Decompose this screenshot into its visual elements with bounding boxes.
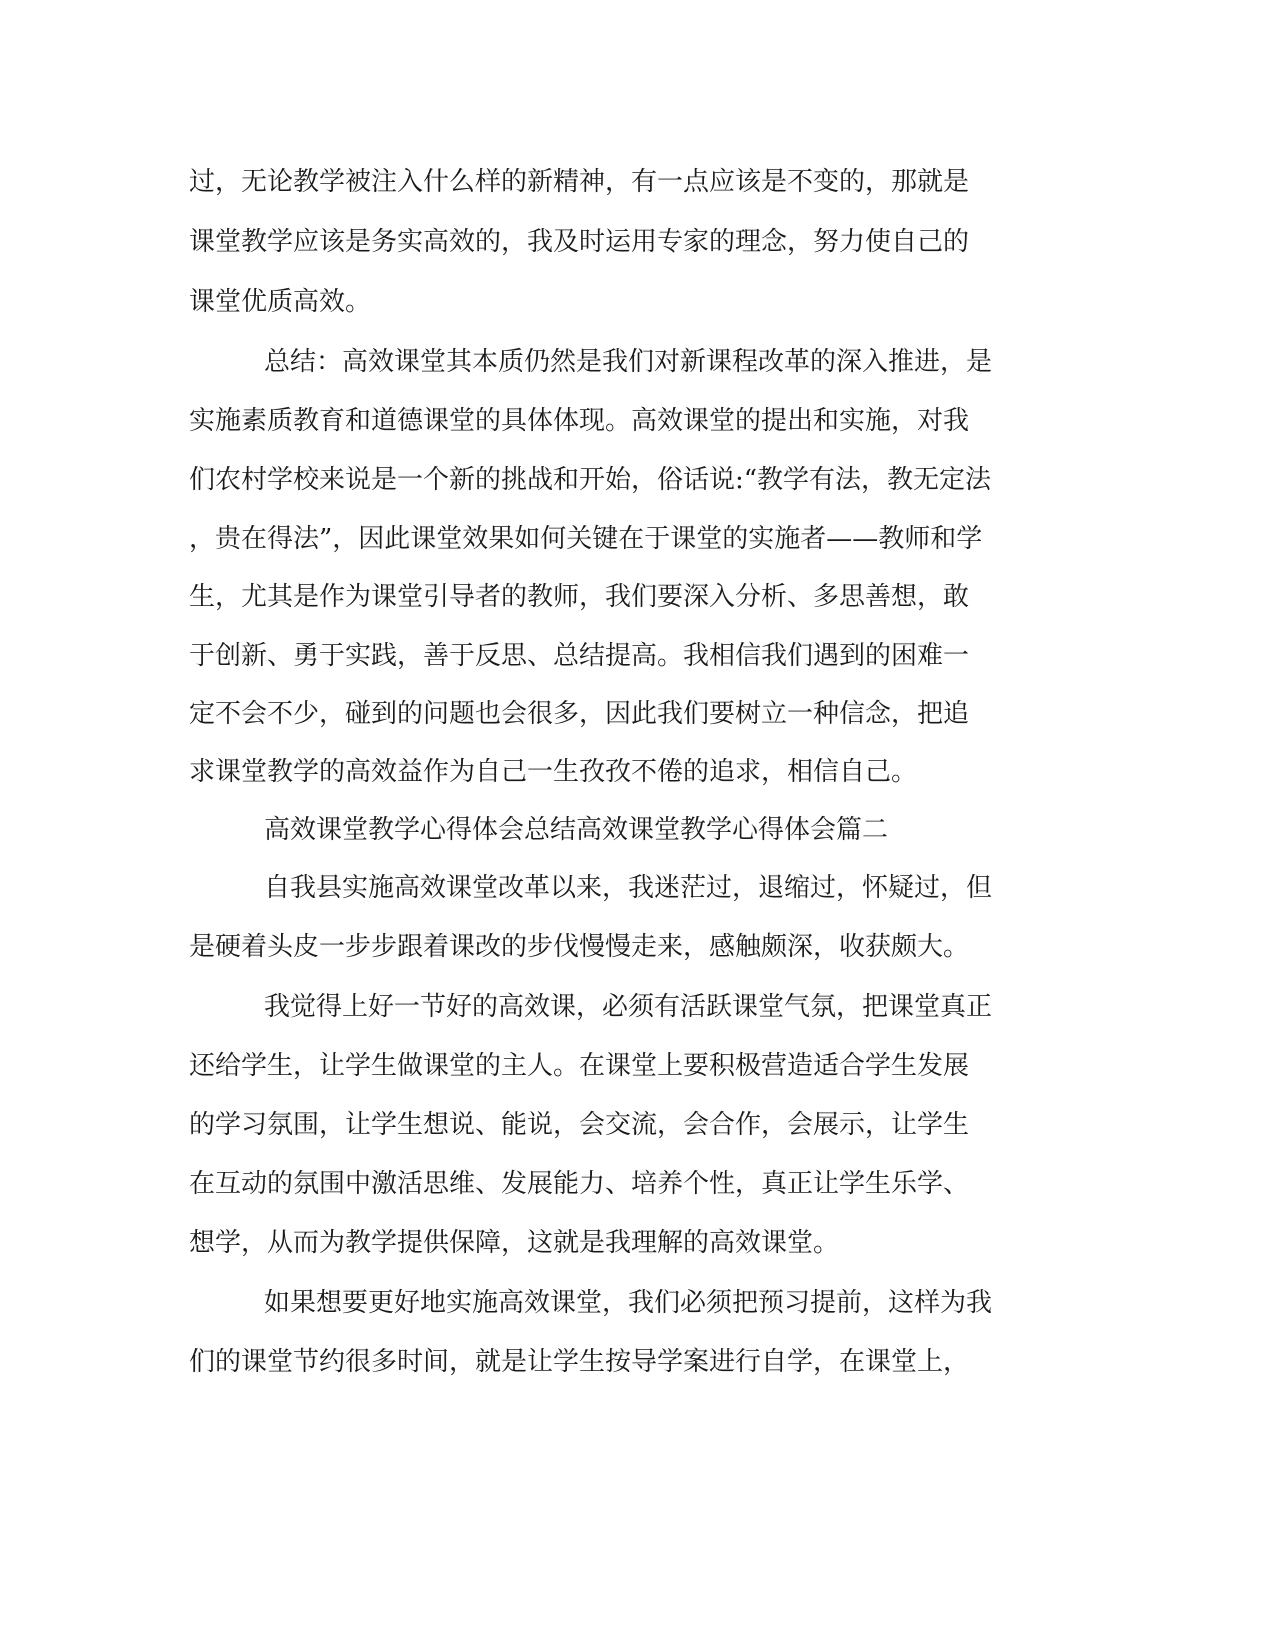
text-line: 是硬着头皮一步步跟着课改的步伐慢慢走来，感触颇深，收获颇大。 bbox=[189, 932, 970, 962]
text-line: 如果想要更好地实施高效课堂，我们必须把预习提前，这样为我 bbox=[264, 1288, 993, 1318]
text-line: 于创新、勇于实践，善于反思、总结提高。我相信我们遇到的困难一 bbox=[189, 641, 970, 671]
text-line: 们的课堂节约很多时间，就是让学生按导学案进行自学，在课堂上， bbox=[189, 1347, 970, 1377]
text-line: 还给学生，让学生做课堂的主人。在课堂上要积极营造适合学生发展 bbox=[189, 1051, 970, 1081]
text-line: ，贵在得法”，因此课堂效果如何关键在于课堂的实施者——教师和学 bbox=[189, 524, 983, 554]
text-line: 过，无论教学被注入什么样的新精神，有一点应该是不变的，那就是 bbox=[189, 167, 970, 197]
text-line: 课堂教学应该是务实高效的，我及时运用专家的理念，努力使自己的 bbox=[189, 227, 970, 257]
text-line: 我觉得上好一节好的高效课，必须有活跃课堂气氛，把课堂真正 bbox=[264, 992, 993, 1022]
text-line: 课堂优质高效。 bbox=[189, 287, 372, 317]
text-line: 求课堂教学的高效益作为自己一生孜孜不倦的追求，相信自己。 bbox=[189, 757, 918, 787]
text-line: 的学习氛围，让学生想说、能说，会交流，会合作，会展示，让学生 bbox=[189, 1110, 970, 1140]
text-line: 生，尤其是作为课堂引导者的教师，我们要深入分析、多思善想，敢 bbox=[189, 582, 970, 612]
text-line: 实施素质教育和道德课堂的具体体现。高效课堂的提出和实施，对我 bbox=[189, 406, 970, 436]
text-line: 自我县实施高效课堂改革以来，我迷茫过，退缩过，怀疑过，但 bbox=[264, 873, 993, 903]
text-line: 定不会不少，碰到的问题也会很多，因此我们要树立一种信念，把追 bbox=[189, 699, 970, 729]
text-line: 总结：高效课堂其本质仍然是我们对新课程改革的深入推进，是 bbox=[264, 347, 993, 377]
section-heading: 高效课堂教学心得体会总结高效课堂教学心得体会篇二 bbox=[264, 815, 889, 845]
text-line: 在互动的氛围中激活思维、发展能力、培养个性，真正让学生乐学、 bbox=[189, 1169, 970, 1199]
text-line: 们农村学校来说是一个新的挑战和开始，俗话说:“教学有法，教无定法 bbox=[189, 465, 992, 495]
text-line: 想学，从而为教学提供保障，这就是我理解的高效课堂。 bbox=[189, 1228, 840, 1258]
